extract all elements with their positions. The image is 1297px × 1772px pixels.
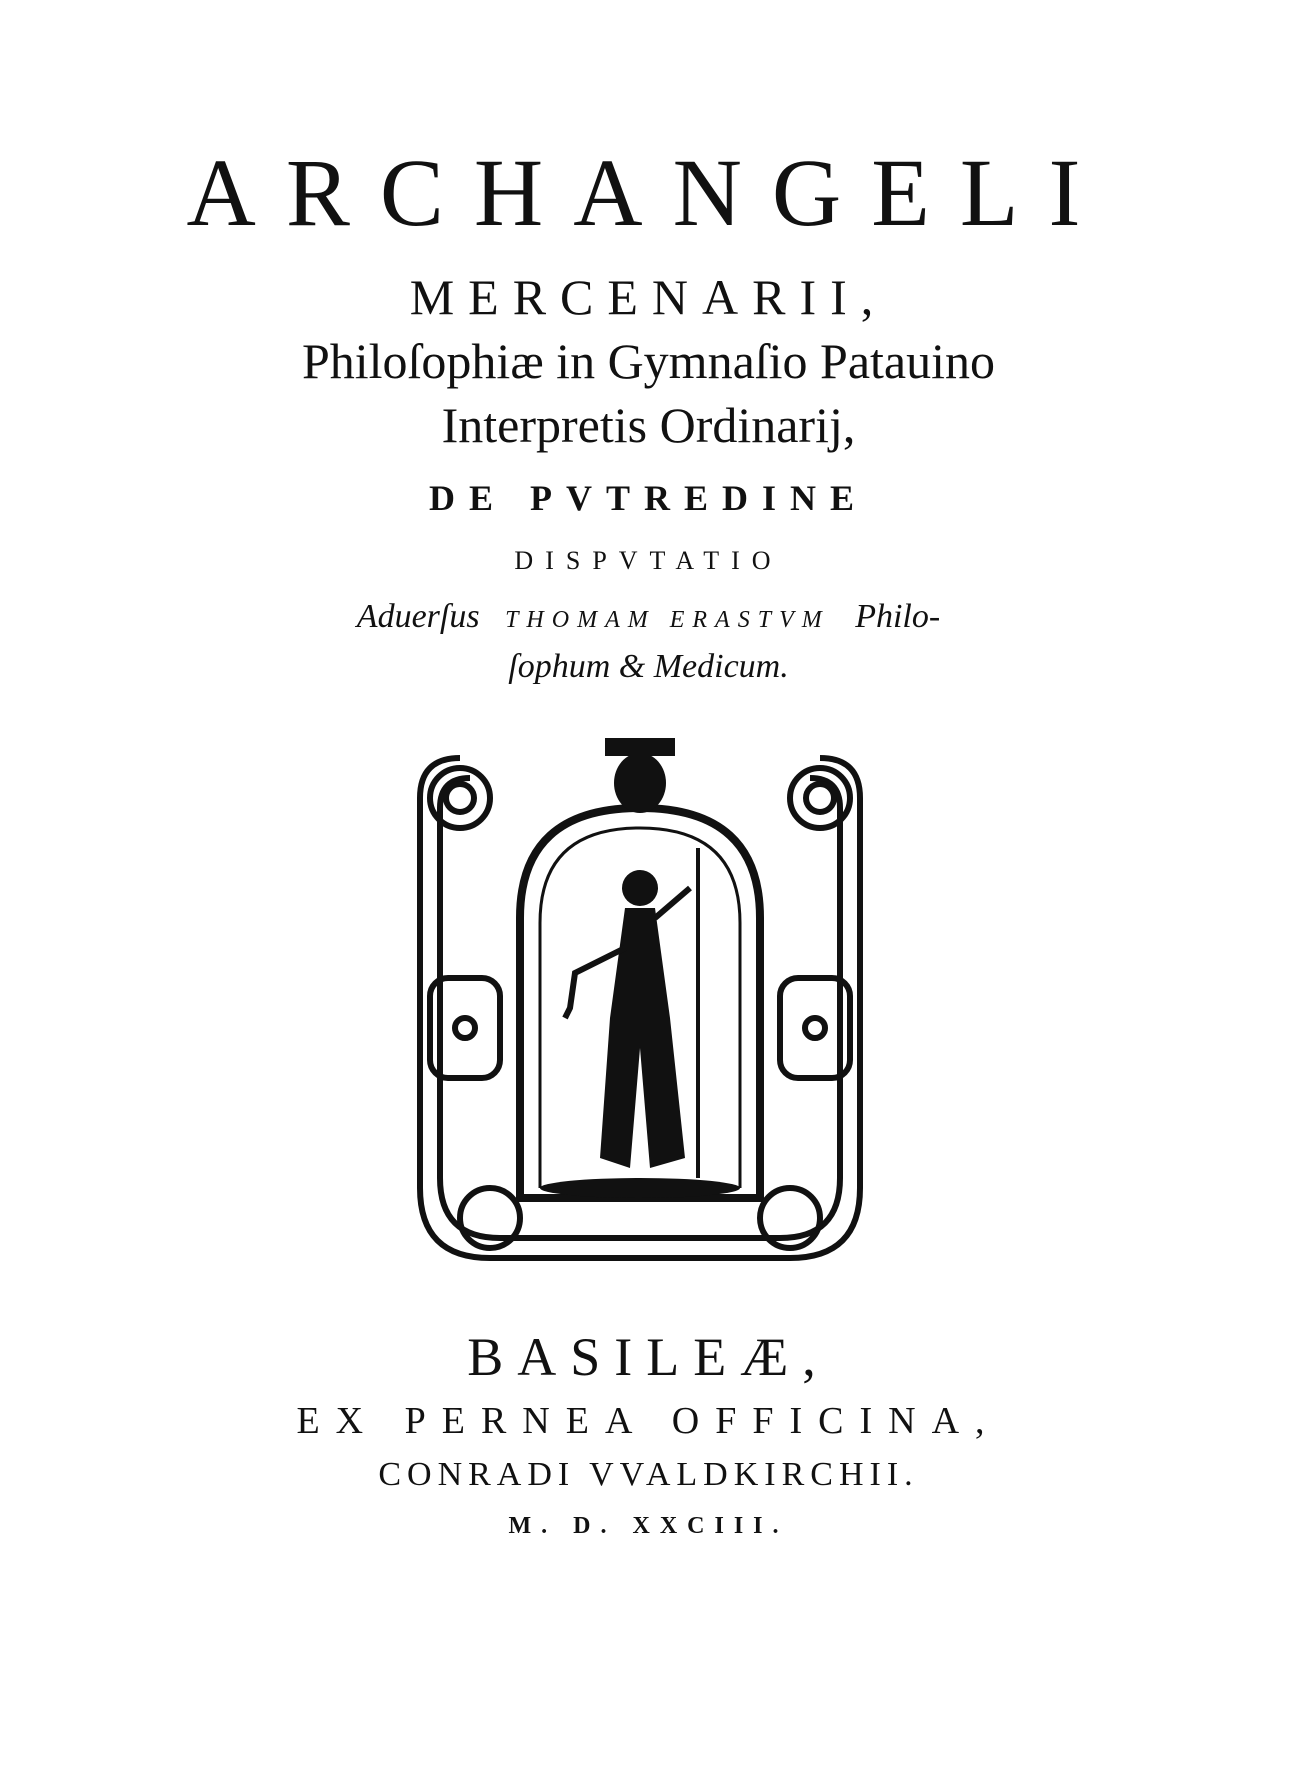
- against-line-1: [0, 600, 1297, 634]
- imprint-year: M. D. XXCIII.: [508, 1513, 789, 1539]
- imprint-office: EX PERNEA OFFICINA,: [296, 1400, 1001, 1442]
- printers-device-woodcut-icon: [400, 718, 880, 1298]
- author-role-line-1: Philoſophiæ in Gymnaſio Patauino: [301, 333, 996, 389]
- against-name: THOMAM ERASTVM: [505, 607, 830, 633]
- against-prefix: Aduerſus: [356, 598, 480, 635]
- author-surname: MERCENARII,: [409, 269, 888, 325]
- imprint-city: BASILEÆ,: [467, 1327, 830, 1387]
- author-role-line-2: Interpretis Ordinarij,: [441, 397, 856, 453]
- work-subtitle: DISPVTATIO: [514, 546, 783, 575]
- work-title: DE PVTREDINE: [428, 478, 869, 518]
- imprint-printer: CONRADI VVALDKIRCHII.: [378, 1456, 919, 1493]
- against-suffix: Philo-: [855, 598, 941, 635]
- against-line-2: ſophum & Medicum.: [508, 648, 789, 685]
- author-name: ARCHANGELI: [186, 139, 1111, 246]
